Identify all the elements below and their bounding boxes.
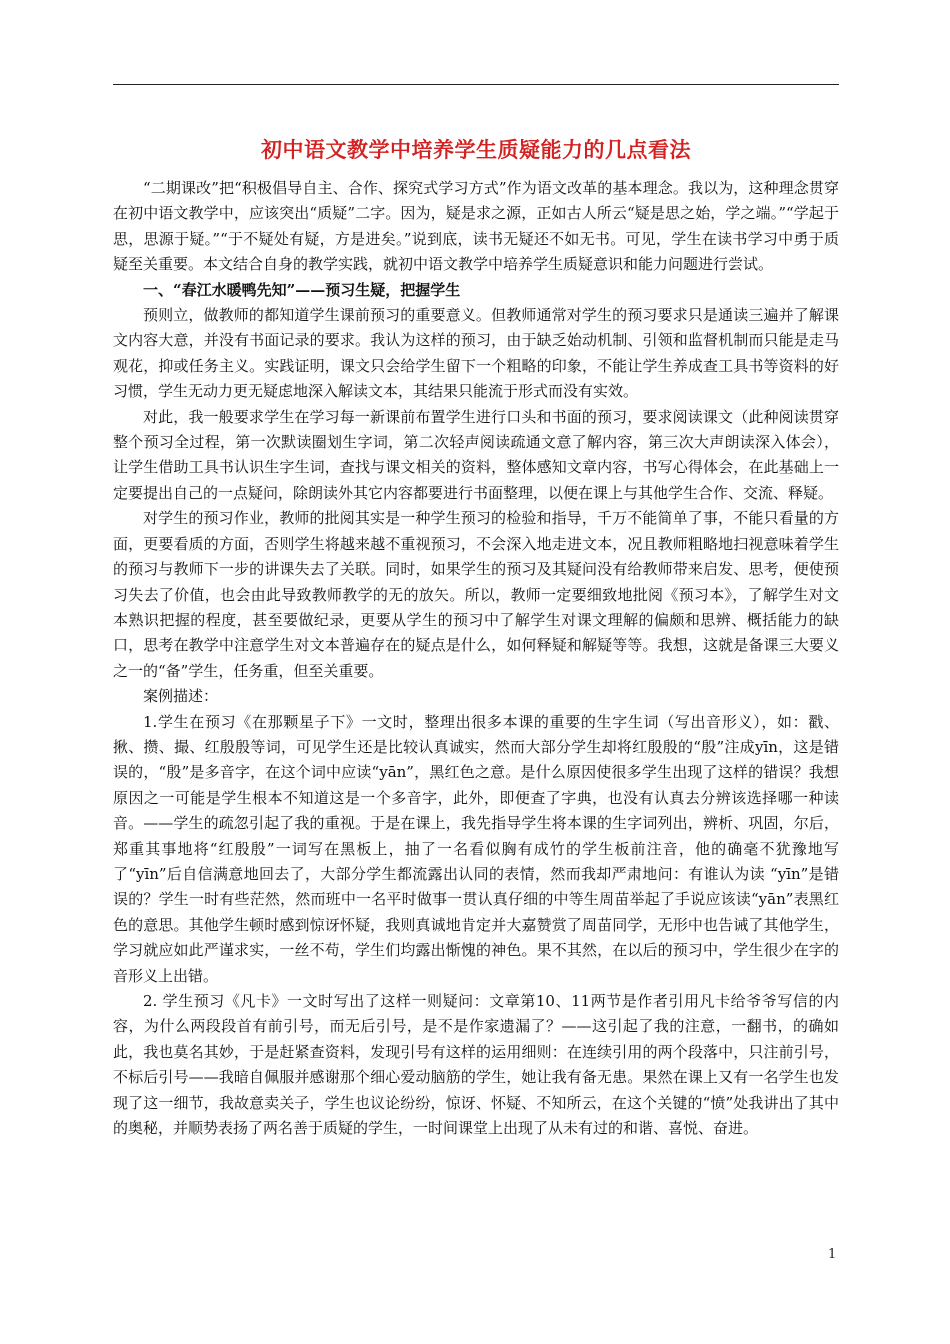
header-rule xyxy=(113,84,839,85)
body-paragraph: 预则立，做教师的都知道学生课前预习的重要意义。但教师通常对学生的预习要求只是通读三遍并了解课文内容大意，并没有书面记录的要求。我认为这样的预习，由于缺乏始动机制、引领和监督机制而只能是走马观花，抑或任务主义。实践证明，课文只会给学生留下一个粗略的印象，不能让学生养成查工具书等资料的好习惯，学生无动力更无疑虑地深入解读文本，其结果只能流于形式而没有实效。 xyxy=(113,306,839,401)
document-title: 初中语文教学中培养学生质疑能力的几点看法 xyxy=(261,137,691,162)
case-paragraph-1: 1.学生在预习《在那颗星子下》一文时，整理出很多本课的重要的生字生词（写出音形义），如：戳、揪、攒、撮、红殷殷等词，可见学生还是比较认真诚实，然而大部分学生却将红殷殷的“殷”注成yīn，这是错误的，“殷”是多音字，在这个词中应读“yān”，黑红色之意。是什么原因使很多学生出现了这样的错误？我想原因之一可能是学生根本不知道这是一个多音字，此外，即便查了字典，也没有认真去分辨该选择哪一种读音。——学生的疏忽引起了我的重视。于是在课上，我先指导学生将本课的生字词列出，辨析、巩固，尔后，郑重其事地将“红殷殷”一词写在黑板上，抽了一名看似胸有成竹的学生板前注音，他的确毫不犹豫地写了“yīn”后自信满意地回去了，大部分学生都流露出认同的表情，然而我却严肃地问：有谁认为读 “yīn”是错误的？学生一时有些茫然，然而班中一名平时做事一贯认真仔细的中等生周苗举起了手说应该读“yān”表黑红色的意思。其他学生顿时感到惊讶怀疑，我则真诚地肯定并大嘉赞赏了周苗同学，无形中也告诫了其他学生，学习就应如此严谨求实，一丝不苟，学生们均露出惭愧的神色。果不其然，在以后的预习中，学生很少在字的音形义上出错。 xyxy=(113,712,839,985)
section-heading-1: 一、“春江水暖鸭先知”——预习生疑，把握学生 xyxy=(143,280,461,299)
intro-paragraph: “二期课改”把“积极倡导自主、合作、探究式学习方式”作为语文改革的基本理念。我以为，这种理念贯穿在初中语文教学中，应该突出“质疑”二字。因为，疑是求之源，正如古人所云“疑是思之始，学之端。”“学起于思，思源于疑。”“于不疑处有疑，方是进矣。”说到底，读书无疑还不如无书。可见，学生在读书学习中勇于质疑至关重要。本文结合自身的教学实践，就初中语文教学中培养学生质疑意识和能力问题进行尝试。 xyxy=(113,179,839,274)
document-body xyxy=(113,134,839,1141)
body-paragraph: 对学生的预习作业，教师的批阅其实是一种学生预习的检验和指导，千万不能简单了事，不能只看量的方面，更要看质的方面，否则学生将越来越不重视预习，不会深入地走进文本，况且教师粗略地扫视意味着学生的预习与教师下一步的讲课失去了关联。同时，如果学生的预习及其疑问没有给教师带来启发、思考，便使预习失去了价值，也会由此导致教师教学的无的放矢。所以，教师一定要细致地批阅《预习本》，了解学生对文本熟识把握的程度，甚至要做纪录，更要从学生的预习中了解学生对课文理解的偏颇和思辨、概括能力的缺口，思考在教学中注意学生对文本普遍存在的疑点是什么，如何释疑和解疑等等。我想，这就是备课三大要义之一的“备”学生，任务重，但至关重要。 xyxy=(113,509,839,680)
page-number: 1 xyxy=(828,1247,837,1262)
body-paragraph: 对此，我一般要求学生在学习每一新课前布置学生进行口头和书面的预习，要求阅读课文（此种阅读贯穿整个预习全过程，第一次默读圈划生字词，第二次轻声阅读疏通文意了解内容，第三次大声朗读深入体会），让学生借助工具书认识生字生词，查找与课文相关的资料，整体感知文章内容，书写心得体会，在此基础上一定要提出自己的一点疑问，除朗读外其它内容都要进行书面整理，以便在课上与其他学生合作、交流、释疑。 xyxy=(113,407,839,502)
case-paragraph-2: 2. 学生预习《凡卡》一文时写出了这样一则疑问：文章第10、11两节是作者引用凡卡给爷爷写信的内容，为什么两段段首有前引号，而无后引号，是不是作家遗漏了？——这引起了我的注意，一翻书，的确如此，我也莫名其妙，于是赶紧查资料，发现引号有这样的运用细则：在连续引用的两个段落中，只注前引号，不标后引号——我暗自佩服并感谢那个细心爱动脑筋的学生，她让我有备无患。果然在课上又有一名学生也发现了这一细节，我故意卖关子，学生也议论纷纷，惊讶、怀疑、不知所云，在这个关键的“愤”处我讲出了其中的奥秘，并顺势表扬了两名善于质疑的学生，一时间课堂上出现了从未有过的和谐、喜悦、奋进。 xyxy=(113,992,839,1138)
case-label: 案例描述： xyxy=(143,687,219,706)
